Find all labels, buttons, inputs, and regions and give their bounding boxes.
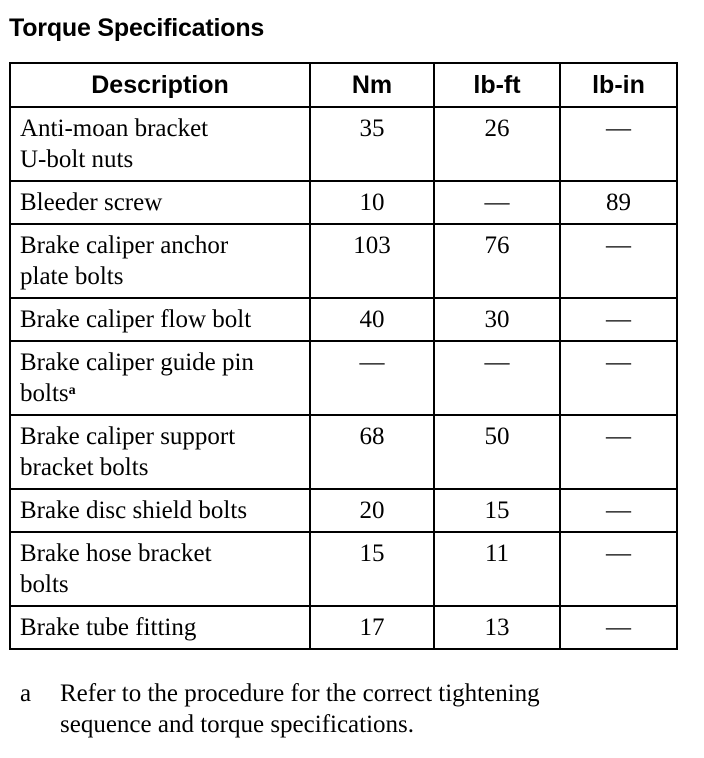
description-line: Brake caliper support: [20, 423, 236, 450]
cell-lbin: 89: [560, 181, 677, 224]
cell-lbft: 26: [434, 107, 560, 181]
row-description: [10, 341, 310, 415]
table-row: [10, 107, 677, 181]
header-lbft: lb-ft: [434, 63, 560, 107]
cell-lbft: 30: [434, 298, 560, 341]
cell-lbin: —: [560, 341, 677, 415]
table-row: [10, 181, 677, 224]
description-line: Brake tube fitting: [20, 614, 197, 641]
description-line: bolts: [20, 571, 69, 598]
description-line: plate bolts: [20, 263, 124, 290]
row-description: [10, 107, 310, 181]
table-row: [10, 298, 677, 341]
table-row: [10, 415, 677, 489]
row-description: [10, 181, 310, 224]
cell-lbin: —: [560, 107, 677, 181]
cell-lbin: —: [560, 532, 677, 606]
cell-lbin: —: [560, 224, 677, 298]
cell-nm: 15: [310, 532, 434, 606]
cell-lbft: 11: [434, 532, 560, 606]
cell-nm: 10: [310, 181, 434, 224]
cell-lbft: 15: [434, 489, 560, 532]
description-line: Brake caliper guide pin: [20, 349, 254, 376]
description-line: Brake disc shield bolts: [20, 497, 248, 524]
cell-lbft: —: [434, 181, 560, 224]
cell-lbin: —: [560, 415, 677, 489]
description-line: Bleeder screw: [20, 189, 163, 216]
description-line: U-bolt nuts: [20, 146, 134, 173]
table-row: [10, 224, 677, 298]
footnote-line: sequence and torque specifications.: [60, 711, 415, 738]
row-description: [10, 224, 310, 298]
row-description: [10, 415, 310, 489]
description-line: Anti-moan bracket: [20, 115, 209, 142]
description-line: bracket bolts: [20, 454, 149, 481]
footnote-mark: a: [20, 680, 32, 707]
table-row: [10, 606, 677, 649]
footnote-text: [60, 678, 540, 740]
table-row: [10, 489, 677, 532]
cell-nm: —: [310, 341, 434, 415]
cell-nm: 103: [310, 224, 434, 298]
cell-lbft: 50: [434, 415, 560, 489]
cell-lbin: —: [560, 606, 677, 649]
description-line: Brake caliper anchor: [20, 232, 229, 259]
row-description: [10, 606, 310, 649]
description-line: [20, 378, 305, 409]
header-lbin: lb-in: [560, 63, 677, 107]
footnote-reference: a: [68, 383, 76, 398]
cell-lbft: 76: [434, 224, 560, 298]
cell-nm: 68: [310, 415, 434, 489]
row-description: [10, 489, 310, 532]
cell-nm: 17: [310, 606, 434, 649]
table-header-row: [10, 63, 677, 107]
table-row: [10, 341, 677, 415]
row-description: [10, 532, 310, 606]
table-row: [10, 532, 677, 606]
cell-nm: 20: [310, 489, 434, 532]
description-line: Brake caliper flow bolt: [20, 306, 252, 333]
description-line: Brake hose bracket: [20, 540, 212, 567]
cell-lbft: —: [434, 341, 560, 415]
cell-lbin: —: [560, 489, 677, 532]
cell-nm: 40: [310, 298, 434, 341]
row-description: [10, 298, 310, 341]
page-title: Torque Specifications: [9, 14, 265, 42]
cell-nm: 35: [310, 107, 434, 181]
cell-lbft: 13: [434, 606, 560, 649]
footnote-line: Refer to the procedure for the correct tightening: [60, 680, 540, 707]
cell-lbin: —: [560, 298, 677, 341]
torque-spec-table: [9, 62, 678, 650]
footnote: [20, 678, 540, 740]
description-text: bolts: [20, 380, 69, 407]
header-description: Description: [10, 63, 310, 107]
header-nm: Nm: [310, 63, 434, 107]
